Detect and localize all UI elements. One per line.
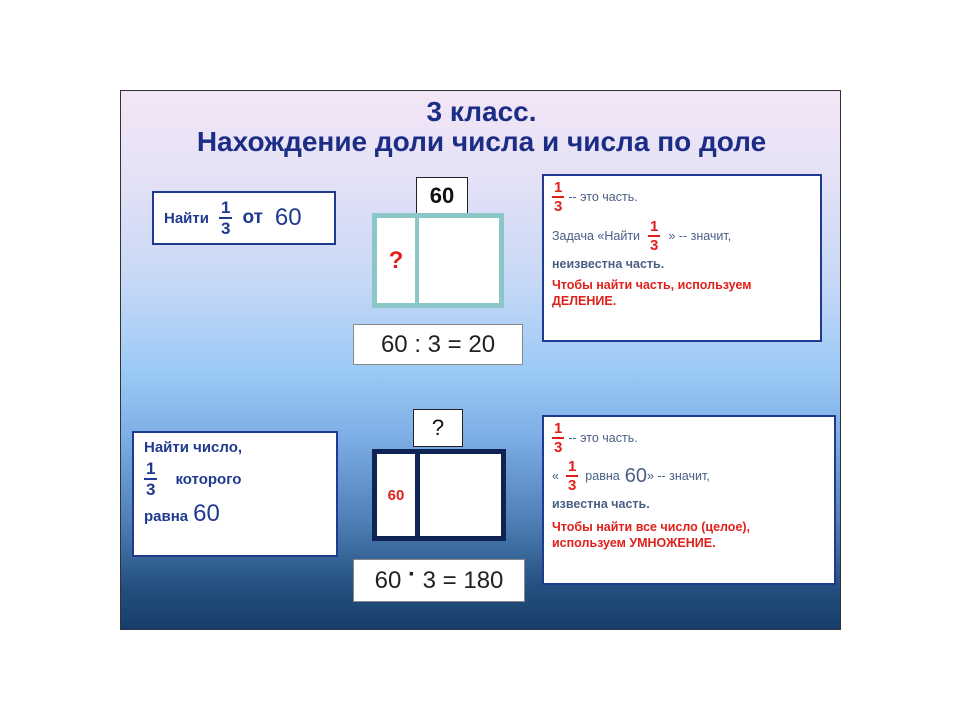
info2-fraction (552, 421, 564, 455)
info2-line2-fraction (566, 459, 578, 493)
diagram1-top-label (416, 177, 468, 215)
info2-line2-mid: равна (585, 469, 620, 483)
diagram1-whole (372, 213, 504, 308)
task2-line3-prefix: равна (144, 508, 189, 525)
task2-frac-num: 1 (146, 459, 156, 478)
info2-line2 (552, 459, 826, 493)
diagram1-part (377, 218, 419, 303)
diagram2-part-label: 60 (387, 486, 405, 504)
info2-line1 (552, 421, 826, 455)
diagram2-eq-op: · (407, 561, 416, 588)
info1-line2-frac-num: 1 (650, 218, 659, 235)
task2-frac-den: 3 (146, 480, 156, 499)
info2-line2-open: « (552, 469, 559, 483)
slide-title (121, 97, 842, 157)
info1-line1-text: -- это часть. (568, 190, 638, 204)
task1-prefix: Найти (164, 209, 209, 227)
info1-line4: Чтобы найти часть, используем (552, 278, 752, 292)
info2-line2-frac-den: 3 (567, 477, 577, 494)
info1-line2 (552, 219, 812, 253)
info1-line2-prefix: Задача «Найти (552, 229, 641, 243)
diagram1-equation (353, 324, 523, 365)
title-line-1: 3 класс. (426, 96, 537, 127)
info2-box (542, 415, 836, 585)
slide (120, 90, 841, 630)
info2-line4: Чтобы найти все число (целое), (552, 520, 751, 534)
task2-line1: Найти число, (144, 439, 243, 456)
task1-fraction (219, 199, 232, 237)
task1-frac-den: 3 (220, 219, 231, 238)
task2-box (132, 431, 338, 557)
info2-frac-den: 3 (554, 439, 563, 456)
task1-box (152, 191, 336, 245)
info2-line2-frac-num: 1 (567, 458, 577, 475)
info2-line5: используем УМНОЖЕНИЕ. (552, 536, 716, 550)
info1-line2-fraction (648, 219, 660, 253)
info2-line2-suffix: » -- значит, (646, 469, 710, 483)
task2-number: 60 (193, 500, 220, 527)
info1-line5: ДЕЛЕНИЕ. (552, 294, 617, 308)
diagram2-part (377, 454, 420, 536)
diagram1-equation-text: 60 : 3 = 20 (380, 331, 496, 358)
diagram1-part-label: ? (388, 246, 404, 274)
info1-line1 (552, 180, 812, 214)
task2-line2-text: которого (175, 470, 242, 488)
info1-fraction (552, 180, 564, 214)
info1-line2-frac-den: 3 (650, 237, 659, 254)
diagram1-top-text: 60 (429, 183, 455, 208)
diagram2-eq-right: 3 = 180 (422, 567, 504, 594)
info1-line3: неизвестна часть. (552, 257, 665, 271)
info2-line1-text: -- это часть. (568, 431, 638, 445)
info2-line2-number: 60 (624, 464, 647, 487)
task1-middle: от (242, 207, 263, 228)
info1-frac-num: 1 (554, 179, 563, 196)
info1-line2-suffix: » -- значит, (668, 229, 732, 243)
task1-number: 60 (274, 204, 302, 231)
info2-frac-num: 1 (554, 420, 563, 437)
diagram2-top-text: ? (431, 415, 445, 440)
task2-line2 (144, 460, 326, 498)
diagram2-equation (353, 559, 525, 602)
task2-fraction (144, 460, 157, 498)
diagram2-top-label (413, 409, 463, 447)
info1-box (542, 174, 822, 342)
title-line-2: Нахождение доли числа и числа по доле (196, 126, 767, 157)
info2-line3: известна часть. (552, 497, 650, 511)
diagram2-whole (372, 449, 506, 541)
task1-frac-num: 1 (220, 198, 231, 217)
info1-frac-den: 3 (554, 198, 563, 215)
diagram2-eq-left: 60 (374, 567, 402, 594)
task2-line3 (144, 500, 326, 528)
